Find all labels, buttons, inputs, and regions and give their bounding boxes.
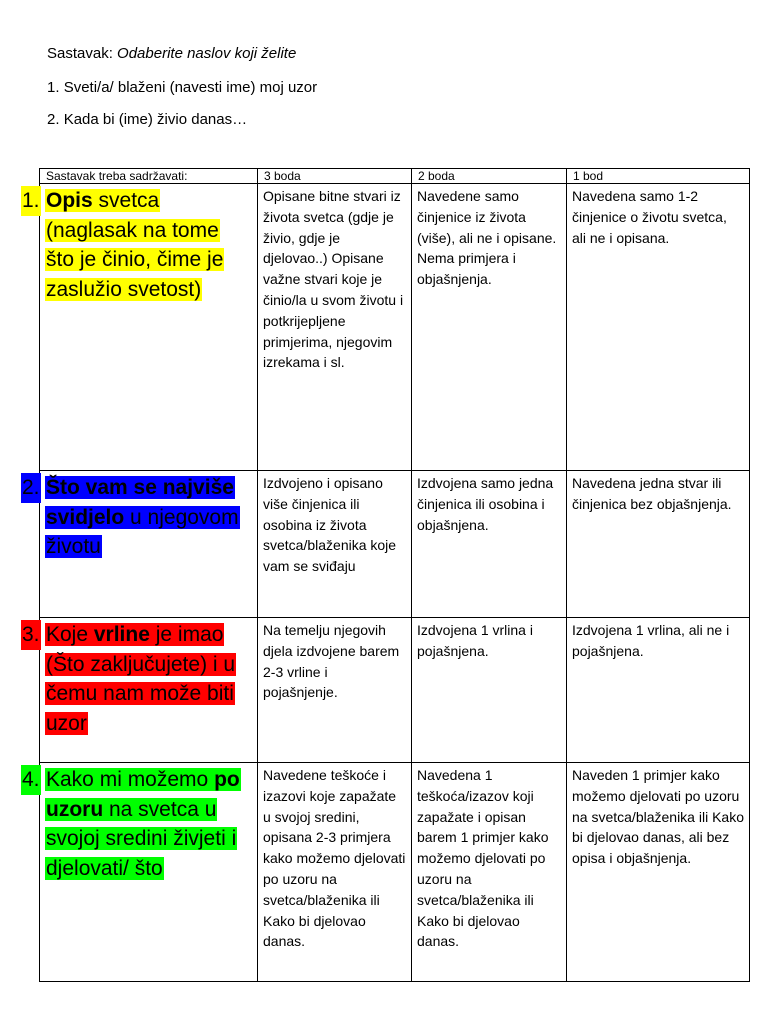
score-3-cell: Na temelju njegovih djela izdvojene barem 2-3 vrline i pojašnjenje. — [258, 618, 412, 763]
essay-heading-value: Odaberite naslov koji želite — [117, 45, 297, 62]
criterion-text: svetca (naglasak na tome što je činio, čime je zaslužio svetost) — [46, 189, 224, 301]
criterion-number: 2. — [21, 473, 41, 503]
criterion-prefix: Kako mi možemo — [46, 768, 215, 791]
rubric-table — [22, 168, 750, 982]
score-3-cell: Izdvojeno i opisano više činjenica ili osobina iz života svetca/blaženika koje vam se sviđaju — [258, 471, 412, 618]
criterion-keyword: vrline — [93, 623, 150, 646]
title-option-1 — [47, 79, 317, 97]
score-1-cell: Naveden 1 primjer kako možemo djelovati po uzoru na svetca/blaženika ili Kako bi djelovao danas, ali bez opisa i objašnjenja. — [567, 763, 750, 982]
table-row — [40, 184, 750, 471]
criterion-prefix: Koje — [46, 623, 94, 646]
criterion-number: 4. — [21, 765, 41, 795]
title-option-2 — [47, 111, 247, 129]
title-option-1-number: 1. — [47, 79, 60, 96]
header-3-points: 3 boda — [258, 169, 412, 184]
rubric-header-row — [40, 169, 750, 184]
score-2-cell: Navedene samo činjenice iz života (više), ali ne i opisane. Nema primjera i objašnjenja. — [412, 184, 567, 471]
score-2-cell: Izdvojena samo jedna činjenica ili osobina i objašnjena. — [412, 471, 567, 618]
criterion-cell — [22, 618, 258, 763]
title-option-2-number: 2. — [47, 111, 60, 128]
criterion-text: u njegovom životu — [46, 505, 239, 559]
criterion-number: 3. — [21, 620, 41, 650]
criterion-keyword: po uzoru — [46, 768, 240, 821]
score-1-cell: Navedena samo 1-2 činjenice o životu svetca, ali ne i opisana. — [567, 184, 750, 471]
title-option-2-text: Kada bi (ime) živio danas… — [63, 111, 248, 128]
criterion-cell — [22, 184, 258, 471]
criterion-text: je imao (Što zaključujete) i u čemu nam može biti uzor — [46, 623, 236, 735]
criterion-number: 1. — [21, 186, 41, 216]
score-2-cell: Navedena 1 teškoća/izazov koji zapažate i opisan barem 1 primjer kako možemo djelovati po uzoru na svetca/blaženika ili Kako bi djelovao danas. — [412, 763, 567, 982]
table-row — [40, 471, 750, 618]
score-3-cell: Opisane bitne stvari iz života svetca (gdje je živio, gdje je djelovao..) Opisane važne stvari koje je činio/la u svom životu i potkrijepljene primjerima, njegovim izrekama i sl. — [258, 184, 412, 471]
criterion-cell — [22, 763, 258, 982]
criterion-cell — [22, 471, 258, 618]
criterion-keyword: Opis — [46, 189, 93, 212]
essay-heading — [47, 45, 296, 63]
header-criteria: Sastavak treba sadržavati: — [40, 169, 258, 184]
header-1-point: 1 bod — [567, 169, 750, 184]
table-row — [40, 618, 750, 763]
score-1-cell: Navedena jedna stvar ili činjenica bez objašnjenja. — [567, 471, 750, 618]
table-row — [40, 763, 750, 982]
score-1-cell: Izdvojena 1 vrlina, ali ne i pojašnjena. — [567, 618, 750, 763]
essay-heading-label: Sastavak: — [47, 45, 118, 62]
score-2-cell: Izdvojena 1 vrlina i pojašnjena. — [412, 618, 567, 763]
header-2-points: 2 boda — [412, 169, 567, 184]
score-3-cell: Navedene teškoće i izazovi koje zapažate u svojoj sredini, opisana 2-3 primjera kako možemo djelovati po uzoru na svetca/blaženika ili Kako bi djelovao danas. — [258, 763, 412, 982]
title-option-1-text: Sveti/a/ blaženi (navesti ime) moj uzor — [63, 79, 318, 96]
criterion-keyword: Što vam se najviše svidjelo — [46, 476, 234, 529]
criterion-text: na svetca u svojoj sredini živjeti i djelovati/ što — [46, 797, 237, 880]
